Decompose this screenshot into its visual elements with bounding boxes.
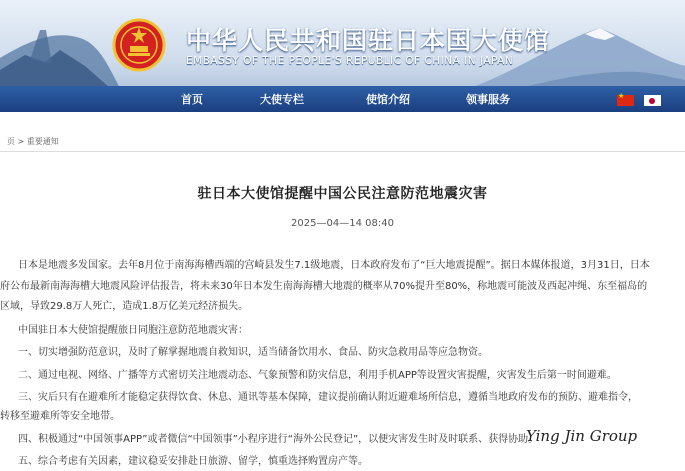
nav-item-embassy-intro[interactable]: 使馆介绍 (366, 93, 410, 106)
article-list-item-continued: 转移至避难所等安全地带。 (0, 411, 120, 422)
breadcrumb[interactable]: 页 > 重要通知 (7, 137, 59, 146)
article-title: 驻日本大使馆提醒中国公民注意防范地震灾害 (197, 186, 488, 202)
article-paragraph-line: 日本是地震多发国家。去年8月位于南海海槽西端的宫崎县发生7.1级地震，日本政府发布了“巨大地震提醒”。据日本媒体报道，3月31日，日本 (18, 260, 650, 271)
article-list-item: 四、积极通过“中国领事APP”或者微信“中国领事”小程序进行“海外公民登记”，以便灾害发生时及时联系、获得协助。 (18, 434, 539, 445)
site-title: 中华人民共和国驻日本国大使馆 (186, 26, 551, 55)
japanese-flag-icon[interactable] (644, 95, 661, 106)
nav-item-consular-services[interactable]: 领事服务 (466, 93, 510, 106)
nav-item-ambassador-column[interactable]: 大使专栏 (260, 93, 304, 106)
article-date: 2025—04—14 08:40 (291, 218, 394, 229)
article-list-item: 三、灾后只有在避难所才能稳定获得饮食、休息、通讯等基本保障，建议提前确认附近避难场所信息，遵循当地政府发布的预防、避难指令， (18, 392, 638, 403)
article-list-item: 五、综合考虑有关因素，建议稳妥安排赴日旅游、留学，慎重选择购置房产等。 (18, 456, 368, 467)
chinese-flag-icon[interactable] (617, 95, 634, 106)
national-emblem-icon (112, 18, 166, 72)
article-paragraph-line: 区域，导致29.8万人死亡，造成1.8万亿美元经济损失。 (0, 301, 249, 312)
site-subtitle: EMBASSY OF THE PEOPLE'S REPUBLIC OF CHINA IN JAPAN (186, 55, 514, 67)
article-lead: 中国驻日本大使馆提醒旅日同胞注意防范地震灾害： (18, 325, 248, 336)
article-paragraph-line: 府公布最新南海海槽大地震风险评估报告，将未来30年日本发生南海海槽大地震的概率从70%提升至80%，称地震可能波及西起冲绳、东至福岛的 (0, 281, 648, 292)
divider (0, 151, 685, 152)
watermark: Ying Jin Group (526, 427, 638, 445)
header-banner (0, 0, 685, 112)
nav-item-home[interactable]: 首页 (181, 93, 203, 106)
article-list-item: 二、通过电视、网络、广播等方式密切关注地震动态、气象预警和防灾信息，利用手机APP等设置灾害提醒，灾害发生后第一时间避难。 (18, 370, 617, 381)
article-list-item: 一、切实增强防范意识，及时了解掌握地震自救知识，适当储备饮用水、食品、防灾急救用品等应急物资。 (18, 347, 488, 358)
main-nav (0, 86, 685, 112)
